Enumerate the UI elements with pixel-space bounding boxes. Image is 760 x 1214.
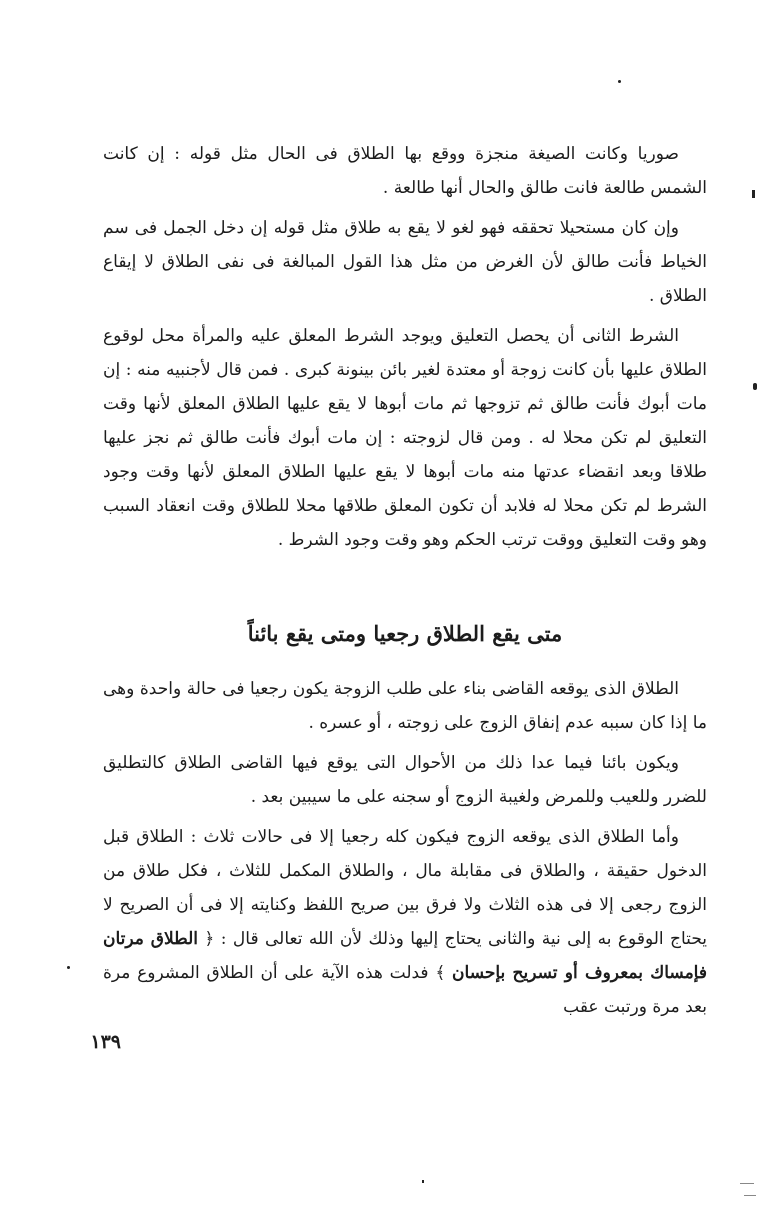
- quran-ornament-close: ﴾: [435, 963, 446, 983]
- scan-speck: [422, 1180, 424, 1183]
- section-heading: متى يقع الطلاق رجعيا ومتى يقع بائناً: [247, 621, 563, 646]
- body-text-bottom: [103, 672, 707, 1030]
- paragraph-text: وأما الطلاق الذى يوقعه الزوج فيكون كله رجعيا إلا فى حالات ثلاث : الطلاق قبل الدخول حقيقة ، والطلاق فى مقابلة مال ، والطلاق المكمل للثلاث ، فكل طلاق من الزوج رجعى إلا فى هذه الثلاث ولا فرق بين صريح اللفظ وكنايته إلا فى أن الصريح لا يحتاج الوقوع به إلى نية والثانى يحتاج إليها وذلك لأن الله تعالى قال :: [103, 827, 708, 949]
- paragraph-with-verse: [103, 820, 707, 1024]
- paragraph: الشرط الثانى أن يحصل التعليق ويوجد الشرط المعلق عليه والمرأة محل لوقوع الطلاق عليها بأن كانت زوجة أو معتدة لغير بائن بينونة كبرى . فمن قال لأجنبيه منه : إن مات أبوك فأنت طالق ثم تزوجها ثم مات أبوها لا يقع عليها الطلاق المعلق لأنها وقت التعليق لم تكن محلا له . ومن قال لزوجته : إن مات أبوك فأنت طالق ثم نجز عليها طلاقا وبعد انقضاء عدتها منه مات أبوها لا يقع عليها الطلاق المعلق لأنها وقت وجود الشرط لم تكن محلا له فلابد أن تكون المعلق طلاقها محلا للطلاق وقت انعقاد السبب وهو وقت التعليق ووقت ترتب الحكم وهو وقت وجود الشرط .: [103, 326, 707, 550]
- body-text-top: [103, 137, 707, 563]
- paragraph: الطلاق الذى يوقعه القاضى بناء على طلب الزوجة يكون رجعيا فى حالة واحدة وهى ما إذا كان سببه عدم إنفاق الزوج على زوجته ، أو عسره .: [103, 679, 707, 733]
- quran-verse: الطلاق مرتان فإمساك بمعروف أو تسريح بإحسان: [103, 929, 707, 983]
- paragraph-text: فدلت هذه الآية على أن الطلاق المشروع مرة بعد مرة ورتبت عقب: [103, 963, 707, 1017]
- scan-corner-line: [740, 1183, 754, 1184]
- quran-ornament-open: ﴿: [204, 929, 215, 949]
- scan-edge-mark: [752, 190, 755, 198]
- scan-speck: [67, 966, 70, 969]
- paragraph: وإن كان مستحيلا تحققه فهو لغو لا يقع به طلاق مثل قوله إن دخل الجمل فى سم الخياط فأنت طالق لأن الغرض من مثل هذا القول المبالغة فى نفى الطلاق لا إيقاع الطلاق .: [103, 218, 707, 306]
- scan-edge-mark: [753, 383, 757, 390]
- paragraph: ويكون بائنا فيما عدا ذلك من الأحوال التى يوقع فيها القاضى الطلاق كالتطليق للضرر وللعيب وللمرض ولغيبة الزوج أو سجنه على ما سيبين بعد .: [103, 753, 707, 807]
- scan-speck: [618, 80, 621, 83]
- paragraph: صوريا وكانت الصيغة منجزة ووقع بها الطلاق فى الحال مثل قوله : إن كانت الشمس طالعة فانت طالق والحال أنها طالعة .: [103, 144, 707, 198]
- scan-corner-line: [744, 1195, 756, 1196]
- page-number: ١٣٩: [90, 1031, 121, 1053]
